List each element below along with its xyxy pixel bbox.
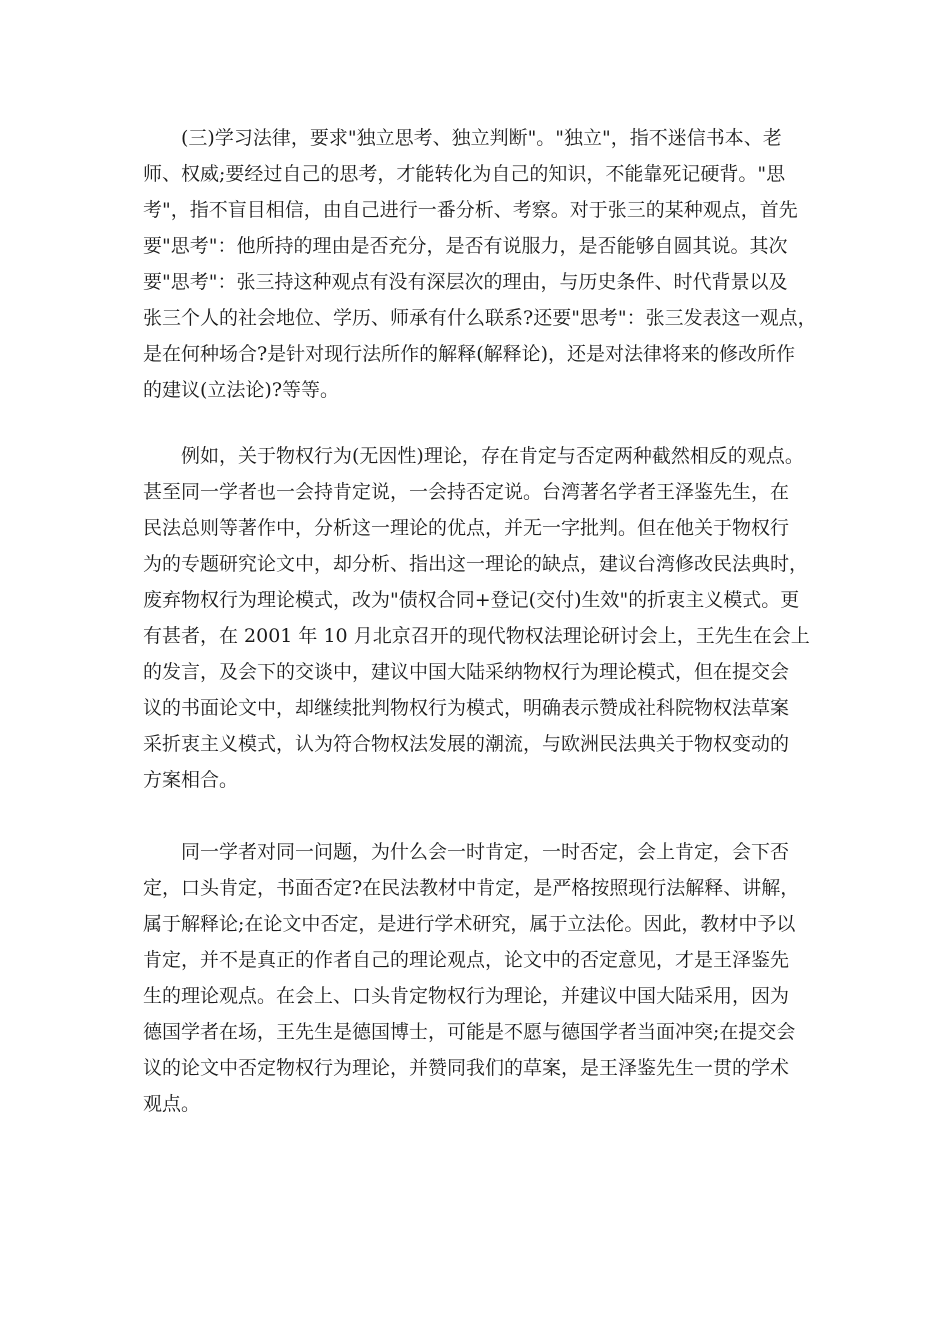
paragraph-line: 考"，指不盲目相信，由自己进行一番分析、考察。对于张三的某种观点，首先 [143, 199, 798, 221]
paragraph-line: 方案相合。 [143, 769, 239, 791]
paragraph-line: 观点。 [143, 1093, 201, 1115]
paragraph-line: 属于解释论;在论文中否定，是进行学术研究，属于立法伦。因此，教材中予以 [143, 913, 796, 935]
paragraph-line: 废弃物权行为理论模式，改为"债权合同+登记(交付)生效"的折衷主义模式。更 [143, 589, 800, 611]
paragraph-line: 为的专题研究论文中，却分析、指出这一理论的缺点，建议台湾修改民法典时， [143, 553, 809, 575]
paragraph-line: 定，口头肯定，书面否定?在民法教材中肯定，是严格按照现行法解释、讲解， [143, 877, 800, 899]
paragraph-line: 肯定，并不是真正的作者自己的理论观点，论文中的否定意见，才是王泽鉴先 [143, 949, 790, 971]
paragraph-line: 议的论文中否定物权行为理论，并赞同我们的草案，是王泽鉴先生一贯的学术 [143, 1057, 790, 1079]
paragraph-line: 采折衷主义模式，认为符合物权法发展的潮流，与欧洲民法典关于物权变动的 [143, 733, 790, 755]
paragraph-line: 的建议(立法论)?等等。 [143, 379, 340, 401]
paragraph-line: 德国学者在场，王先生是德国博士，可能是不愿与德国学者当面冲突;在提交会 [143, 1021, 796, 1043]
paragraph-line: 议的书面论文中，却继续批判物权行为模式，明确表示赞成社科院物权法草案 [143, 697, 790, 719]
paragraph-line: 民法总则等著作中，分析这一理论的优点，并无一字批判。但在他关于物权行 [143, 517, 790, 539]
paragraph-line: 师、权威;要经过自己的思考，才能转化为自己的知识，不能靠死记硬背。"思 [143, 163, 786, 185]
paragraph-line: 要"思考"：他所持的理由是否充分，是否有说服力，是否能够自圆其说。其次 [143, 235, 788, 257]
paragraph-line: 的发言，及会下的交谈中，建议中国大陆采纳物权行为理论模式，但在提交会 [143, 661, 790, 683]
paragraph-line: 甚至同一学者也一会持肯定说，一会持否定说。台湾著名学者王泽鉴先生，在 [143, 481, 790, 503]
paragraph-line: 有甚者，在 2001 年 10 月北京召开的现代物权法理论研讨会上，王先生在会上 [143, 625, 810, 647]
paragraph-line: 是在何种场合?是针对现行法所作的解释(解释论)，还是对法律将来的修改所作 [143, 343, 796, 365]
paragraph-line: 张三个人的社会地位、学历、师承有什么联系?还要"思考"：张三发表这一观点， [143, 307, 817, 329]
paragraph-line: (三)学习法律，要求"独立思考、独立判断"。"独立"，指不迷信书本、老 [181, 127, 782, 149]
paragraph-line: 要"思考"：张三持这种观点有没有深层次的理由，与历史条件、时代背景以及 [143, 271, 788, 293]
paragraph-line: 同一学者对同一问题，为什么会一时肯定，一时否定，会上肯定，会下否 [181, 841, 790, 863]
paragraph-line: 例如，关于物权行为(无因性)理论，存在肯定与否定两种截然相反的观点。 [181, 445, 804, 467]
paragraph-line: 生的理论观点。在会上、口头肯定物权行为理论，并建议中国大陆采用，因为 [143, 985, 790, 1007]
